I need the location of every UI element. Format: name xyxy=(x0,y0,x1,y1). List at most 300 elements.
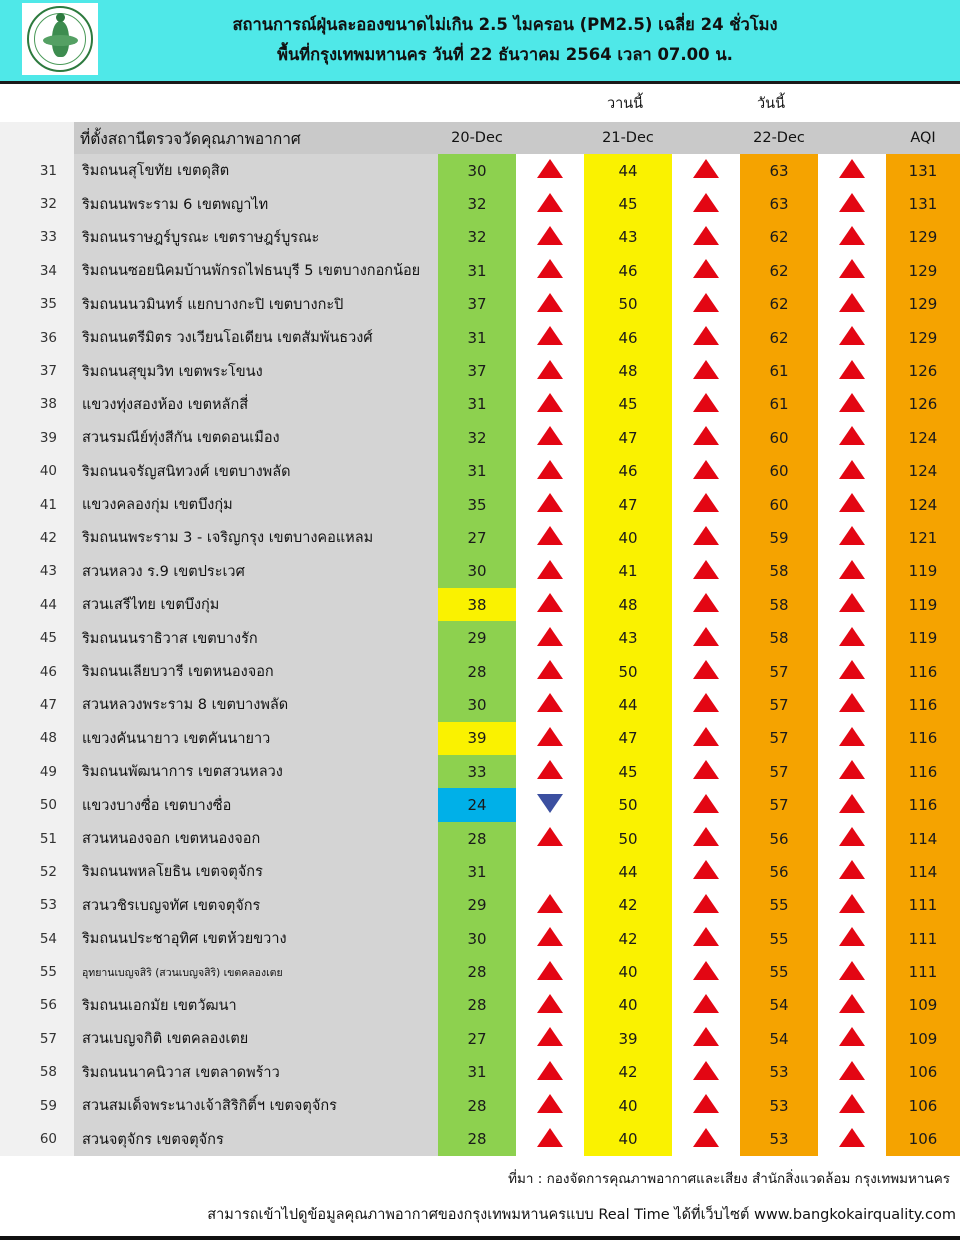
trend-cell-3 xyxy=(818,254,886,287)
trend-cell-2 xyxy=(672,688,740,721)
value-21dec: 40 xyxy=(584,955,672,988)
trend-up-icon xyxy=(839,1128,865,1147)
value-22dec: 58 xyxy=(740,555,818,588)
value-22dec: 58 xyxy=(740,621,818,654)
value-20dec: 31 xyxy=(438,1056,516,1089)
value-21dec: 47 xyxy=(584,488,672,521)
trend-up-icon xyxy=(537,961,563,980)
trend-up-icon xyxy=(693,1061,719,1080)
trend-up-icon xyxy=(839,259,865,278)
value-21dec: 46 xyxy=(584,254,672,287)
trend-up-icon xyxy=(839,860,865,879)
trend-up-icon xyxy=(693,159,719,178)
table-row xyxy=(0,1089,960,1122)
station-name: ริมถนนจรัญสนิทวงศ์ เขตบางพลัด xyxy=(74,455,438,488)
trend-cell-1 xyxy=(516,1089,584,1122)
row-number: 53 xyxy=(0,889,74,922)
trend-cell-1 xyxy=(516,154,584,187)
trend-up-icon xyxy=(537,827,563,846)
trend-up-icon xyxy=(537,1027,563,1046)
value-20dec: 39 xyxy=(438,722,516,755)
trend-up-icon xyxy=(693,794,719,813)
value-22dec: 57 xyxy=(740,755,818,788)
value-aqi: 111 xyxy=(886,922,960,955)
trend-cell-3 xyxy=(818,855,886,888)
table-row xyxy=(0,722,960,755)
value-22dec: 62 xyxy=(740,288,818,321)
value-22dec: 60 xyxy=(740,455,818,488)
value-20dec: 28 xyxy=(438,955,516,988)
row-number: 55 xyxy=(0,955,74,988)
row-number: 49 xyxy=(0,755,74,788)
value-22dec: 62 xyxy=(740,321,818,354)
row-number: 44 xyxy=(0,588,74,621)
trend-cell-2 xyxy=(672,989,740,1022)
trend-cell-1 xyxy=(516,288,584,321)
station-name: แขวงคลองกุ่ม เขตบึงกุ่ม xyxy=(74,488,438,521)
trend-cell-1 xyxy=(516,588,584,621)
trend-cell-1 xyxy=(516,855,584,888)
trend-cell-2 xyxy=(672,1089,740,1122)
label-yesterday: วานนี้ xyxy=(606,96,644,112)
trend-cell-1 xyxy=(516,187,584,220)
trend-cell-2 xyxy=(672,1022,740,1055)
trend-up-icon xyxy=(839,1094,865,1113)
value-20dec: 24 xyxy=(438,788,516,821)
value-22dec: 55 xyxy=(740,955,818,988)
trend-up-icon xyxy=(839,426,865,445)
table-row xyxy=(0,588,960,621)
page-banner xyxy=(0,0,960,84)
value-22dec: 55 xyxy=(740,889,818,922)
trend-up-icon xyxy=(693,293,719,312)
trend-up-icon xyxy=(537,727,563,746)
row-number: 43 xyxy=(0,555,74,588)
value-aqi: 116 xyxy=(886,788,960,821)
trend-up-icon xyxy=(839,994,865,1013)
banner-text-block xyxy=(0,15,960,65)
value-aqi: 111 xyxy=(886,955,960,988)
value-aqi: 114 xyxy=(886,855,960,888)
trend-up-icon xyxy=(537,1094,563,1113)
seal-icon xyxy=(27,6,93,72)
trend-up-icon xyxy=(537,460,563,479)
value-21dec: 42 xyxy=(584,922,672,955)
value-20dec: 30 xyxy=(438,688,516,721)
row-number: 52 xyxy=(0,855,74,888)
air-quality-table xyxy=(0,122,960,1156)
row-number: 34 xyxy=(0,254,74,287)
trend-up-icon xyxy=(693,927,719,946)
value-21dec: 39 xyxy=(584,1022,672,1055)
trend-up-icon xyxy=(693,827,719,846)
value-20dec: 38 xyxy=(438,588,516,621)
trend-cell-1 xyxy=(516,1056,584,1089)
station-name: ริมถนนประชาอุทิศ เขตห้วยขวาง xyxy=(74,922,438,955)
trend-up-icon xyxy=(693,1094,719,1113)
trend-up-icon xyxy=(537,259,563,278)
trend-cell-1 xyxy=(516,889,584,922)
trend-up-icon xyxy=(537,193,563,212)
trend-cell-3 xyxy=(818,555,886,588)
value-22dec: 59 xyxy=(740,521,818,554)
trend-up-icon xyxy=(537,526,563,545)
trend-cell-3 xyxy=(818,621,886,654)
trend-cell-2 xyxy=(672,722,740,755)
value-22dec: 53 xyxy=(740,1089,818,1122)
table-row xyxy=(0,822,960,855)
trend-up-icon xyxy=(693,693,719,712)
row-number: 60 xyxy=(0,1122,74,1155)
station-name: ริมถนนพหลโยธิน เขตจตุจักร xyxy=(74,855,438,888)
trend-cell-3 xyxy=(818,989,886,1022)
trend-up-icon xyxy=(693,1027,719,1046)
trend-cell-2 xyxy=(672,354,740,387)
table-row xyxy=(0,221,960,254)
value-aqi: 106 xyxy=(886,1122,960,1155)
trend-up-icon xyxy=(839,1061,865,1080)
value-aqi: 116 xyxy=(886,655,960,688)
trend-cell-3 xyxy=(818,588,886,621)
trend-up-icon xyxy=(839,493,865,512)
trend-cell-3 xyxy=(818,388,886,421)
trend-up-icon xyxy=(839,293,865,312)
trend-cell-2 xyxy=(672,655,740,688)
value-21dec: 46 xyxy=(584,455,672,488)
trend-cell-3 xyxy=(818,354,886,387)
trend-up-icon xyxy=(693,493,719,512)
station-name: ริมถนนพระราม 3 - เจริญกรุง เขตบางคอแหลม xyxy=(74,521,438,554)
row-number: 42 xyxy=(0,521,74,554)
value-20dec: 28 xyxy=(438,1089,516,1122)
trend-cell-3 xyxy=(818,922,886,955)
trend-up-icon xyxy=(537,226,563,245)
trend-cell-1 xyxy=(516,521,584,554)
table-row xyxy=(0,354,960,387)
value-aqi: 121 xyxy=(886,521,960,554)
value-20dec: 37 xyxy=(438,354,516,387)
value-22dec: 63 xyxy=(740,187,818,220)
trend-up-icon xyxy=(839,193,865,212)
value-aqi: 106 xyxy=(886,1089,960,1122)
trend-up-icon xyxy=(839,360,865,379)
station-name: แขวงคันนายาว เขตคันนายาว xyxy=(74,722,438,755)
trend-cell-3 xyxy=(818,1089,886,1122)
value-aqi: 129 xyxy=(886,321,960,354)
value-aqi: 129 xyxy=(886,254,960,287)
station-name: สวนเสรีไทย เขตบึงกุ่ม xyxy=(74,588,438,621)
trend-cell-3 xyxy=(818,288,886,321)
value-aqi: 119 xyxy=(886,555,960,588)
trend-cell-1 xyxy=(516,655,584,688)
table-row xyxy=(0,254,960,287)
value-21dec: 48 xyxy=(584,354,672,387)
header-date-22dec: 22-Dec xyxy=(740,122,818,154)
row-number: 33 xyxy=(0,221,74,254)
value-22dec: 60 xyxy=(740,488,818,521)
table-row xyxy=(0,1056,960,1089)
value-22dec: 57 xyxy=(740,655,818,688)
trend-cell-1 xyxy=(516,321,584,354)
table-row xyxy=(0,455,960,488)
value-21dec: 45 xyxy=(584,187,672,220)
value-20dec: 31 xyxy=(438,855,516,888)
table-row xyxy=(0,154,960,187)
header-date-20dec: 20-Dec xyxy=(438,122,516,154)
value-20dec: 31 xyxy=(438,455,516,488)
station-name: ริมถนนตรีมิตร วงเวียนโอเดียน เขตสัมพันธวงศ์ xyxy=(74,321,438,354)
value-21dec: 45 xyxy=(584,388,672,421)
trend-cell-1 xyxy=(516,822,584,855)
value-22dec: 54 xyxy=(740,989,818,1022)
station-name: สวนวชิรเบญจทัศ เขตจตุจักร xyxy=(74,889,438,922)
trend-cell-2 xyxy=(672,1056,740,1089)
trend-up-icon xyxy=(839,627,865,646)
table-row xyxy=(0,922,960,955)
trend-cell-1 xyxy=(516,989,584,1022)
trend-up-icon xyxy=(839,159,865,178)
row-number: 46 xyxy=(0,655,74,688)
day-label-strip xyxy=(0,84,960,122)
value-21dec: 50 xyxy=(584,788,672,821)
trend-up-icon xyxy=(693,526,719,545)
value-22dec: 55 xyxy=(740,922,818,955)
value-20dec: 30 xyxy=(438,555,516,588)
table-row xyxy=(0,321,960,354)
trend-up-icon xyxy=(693,660,719,679)
value-aqi: 111 xyxy=(886,889,960,922)
trend-up-icon xyxy=(537,627,563,646)
trend-up-icon xyxy=(839,593,865,612)
trend-up-icon xyxy=(839,961,865,980)
trend-up-icon xyxy=(537,1061,563,1080)
trend-up-icon xyxy=(839,226,865,245)
row-number: 59 xyxy=(0,1089,74,1122)
trend-up-icon xyxy=(537,1128,563,1147)
trend-up-icon xyxy=(537,693,563,712)
trend-cell-2 xyxy=(672,254,740,287)
trend-up-icon xyxy=(839,827,865,846)
row-number: 39 xyxy=(0,421,74,454)
station-name: ริมถนนสุขุมวิท เขตพระโขนง xyxy=(74,354,438,387)
trend-cell-1 xyxy=(516,922,584,955)
trend-up-icon xyxy=(537,894,563,913)
row-number: 57 xyxy=(0,1022,74,1055)
trend-down-icon xyxy=(537,794,563,813)
value-20dec: 30 xyxy=(438,154,516,187)
table-row xyxy=(0,488,960,521)
value-21dec: 40 xyxy=(584,1089,672,1122)
trend-up-icon xyxy=(839,727,865,746)
trend-cell-2 xyxy=(672,955,740,988)
trend-up-icon xyxy=(839,760,865,779)
value-20dec: 32 xyxy=(438,221,516,254)
trend-cell-3 xyxy=(818,755,886,788)
row-number: 56 xyxy=(0,989,74,1022)
value-aqi: 129 xyxy=(886,288,960,321)
trend-cell-2 xyxy=(672,321,740,354)
trend-cell-3 xyxy=(818,321,886,354)
station-name: แขวงบางซื่อ เขตบางซื่อ xyxy=(74,788,438,821)
trend-cell-3 xyxy=(818,955,886,988)
station-name: ริมถนนสุโขทัย เขตดุสิต xyxy=(74,154,438,187)
table-row xyxy=(0,388,960,421)
trend-cell-1 xyxy=(516,354,584,387)
table-body xyxy=(0,154,960,1156)
row-number: 37 xyxy=(0,354,74,387)
trend-cell-3 xyxy=(818,688,886,721)
value-21dec: 44 xyxy=(584,855,672,888)
station-name: ริมถนนราษฎร์บูรณะ เขตราษฎร์บูรณะ xyxy=(74,221,438,254)
value-22dec: 56 xyxy=(740,822,818,855)
value-21dec: 44 xyxy=(584,154,672,187)
seal-figure-icon xyxy=(52,21,69,57)
value-20dec: 33 xyxy=(438,755,516,788)
trend-up-icon xyxy=(693,393,719,412)
trend-cell-1 xyxy=(516,1022,584,1055)
table-header xyxy=(0,122,960,154)
header-trend-1 xyxy=(516,122,584,154)
value-21dec: 43 xyxy=(584,621,672,654)
value-aqi: 129 xyxy=(886,221,960,254)
trend-cell-3 xyxy=(818,1022,886,1055)
trend-cell-3 xyxy=(818,421,886,454)
trend-up-icon xyxy=(693,460,719,479)
value-aqi: 119 xyxy=(886,621,960,654)
trend-cell-2 xyxy=(672,855,740,888)
table-row xyxy=(0,989,960,1022)
table-row xyxy=(0,688,960,721)
header-trend-3 xyxy=(818,122,886,154)
value-20dec: 32 xyxy=(438,187,516,220)
trend-cell-1 xyxy=(516,488,584,521)
value-aqi: 131 xyxy=(886,187,960,220)
trend-cell-3 xyxy=(818,187,886,220)
trend-up-icon xyxy=(693,994,719,1013)
row-number: 54 xyxy=(0,922,74,955)
trend-up-icon xyxy=(693,1128,719,1147)
trend-up-icon xyxy=(693,760,719,779)
trend-cell-3 xyxy=(818,889,886,922)
bma-logo xyxy=(22,3,98,75)
station-name: สวนหนองจอก เขตหนองจอก xyxy=(74,822,438,855)
trend-up-icon xyxy=(693,593,719,612)
value-22dec: 62 xyxy=(740,254,818,287)
value-22dec: 56 xyxy=(740,855,818,888)
trend-cell-1 xyxy=(516,254,584,287)
station-name: ริมถนนซอยนิคมบ้านพักรถไฟธนบุรี 5 เขตบางกอกน้อย xyxy=(74,254,438,287)
table-row xyxy=(0,187,960,220)
table-row xyxy=(0,655,960,688)
trend-cell-1 xyxy=(516,955,584,988)
trend-cell-1 xyxy=(516,455,584,488)
row-number: 38 xyxy=(0,388,74,421)
trend-cell-2 xyxy=(672,388,740,421)
value-21dec: 47 xyxy=(584,421,672,454)
value-22dec: 61 xyxy=(740,388,818,421)
table-row xyxy=(0,889,960,922)
page-title-line1: สถานการณ์ฝุ่นละอองขนาดไม่เกิน 2.5 ไมครอน (PM2.5) เฉลี่ย 24 ชั่วโมง xyxy=(232,15,778,35)
value-20dec: 35 xyxy=(438,488,516,521)
value-21dec: 46 xyxy=(584,321,672,354)
trend-cell-1 xyxy=(516,388,584,421)
value-21dec: 48 xyxy=(584,588,672,621)
value-21dec: 42 xyxy=(584,1056,672,1089)
table-row xyxy=(0,855,960,888)
table-row xyxy=(0,621,960,654)
station-name: ริมถนนเอกมัย เขตวัฒนา xyxy=(74,989,438,1022)
trend-up-icon xyxy=(537,159,563,178)
trend-cell-2 xyxy=(672,288,740,321)
table-row xyxy=(0,1122,960,1155)
value-20dec: 30 xyxy=(438,922,516,955)
value-aqi: 114 xyxy=(886,822,960,855)
trend-cell-3 xyxy=(818,1056,886,1089)
trend-cell-3 xyxy=(818,822,886,855)
table-row xyxy=(0,788,960,821)
trend-cell-3 xyxy=(818,455,886,488)
trend-up-icon xyxy=(537,493,563,512)
value-21dec: 44 xyxy=(584,688,672,721)
trend-cell-2 xyxy=(672,889,740,922)
trend-cell-3 xyxy=(818,488,886,521)
station-name: ริมถนนนราธิวาส เขตบางรัก xyxy=(74,621,438,654)
trend-up-icon xyxy=(537,560,563,579)
value-21dec: 40 xyxy=(584,521,672,554)
station-name: ริมถนนพระราม 6 เขตพญาไท xyxy=(74,187,438,220)
footer-rule xyxy=(0,1236,960,1240)
value-21dec: 50 xyxy=(584,288,672,321)
value-22dec: 57 xyxy=(740,722,818,755)
row-number: 36 xyxy=(0,321,74,354)
value-aqi: 119 xyxy=(886,588,960,621)
trend-up-icon xyxy=(839,1027,865,1046)
trend-cell-1 xyxy=(516,1122,584,1155)
value-aqi: 124 xyxy=(886,488,960,521)
trend-cell-1 xyxy=(516,688,584,721)
value-22dec: 57 xyxy=(740,788,818,821)
row-number: 32 xyxy=(0,187,74,220)
trend-cell-2 xyxy=(672,455,740,488)
trend-cell-2 xyxy=(672,555,740,588)
trend-up-icon xyxy=(537,293,563,312)
value-22dec: 57 xyxy=(740,688,818,721)
station-name: สวนหลวง ร.9 เขตประเวศ xyxy=(74,555,438,588)
station-name: สวนหลวงพระราม 8 เขตบางพลัด xyxy=(74,688,438,721)
station-name: ริมถนนพัฒนาการ เขตสวนหลวง xyxy=(74,755,438,788)
trend-up-icon xyxy=(839,927,865,946)
trend-up-icon xyxy=(693,360,719,379)
trend-cell-2 xyxy=(672,621,740,654)
trend-cell-1 xyxy=(516,755,584,788)
value-20dec: 28 xyxy=(438,989,516,1022)
table-row xyxy=(0,955,960,988)
value-21dec: 40 xyxy=(584,1122,672,1155)
table-row xyxy=(0,421,960,454)
trend-up-icon xyxy=(839,326,865,345)
trend-up-icon xyxy=(537,593,563,612)
trend-up-icon xyxy=(839,460,865,479)
table-row xyxy=(0,555,960,588)
trend-cell-2 xyxy=(672,421,740,454)
trend-cell-2 xyxy=(672,588,740,621)
trend-cell-3 xyxy=(818,154,886,187)
trend-up-icon xyxy=(693,193,719,212)
header-trend-2 xyxy=(672,122,740,154)
value-aqi: 116 xyxy=(886,688,960,721)
value-aqi: 124 xyxy=(886,421,960,454)
trend-up-icon xyxy=(537,660,563,679)
